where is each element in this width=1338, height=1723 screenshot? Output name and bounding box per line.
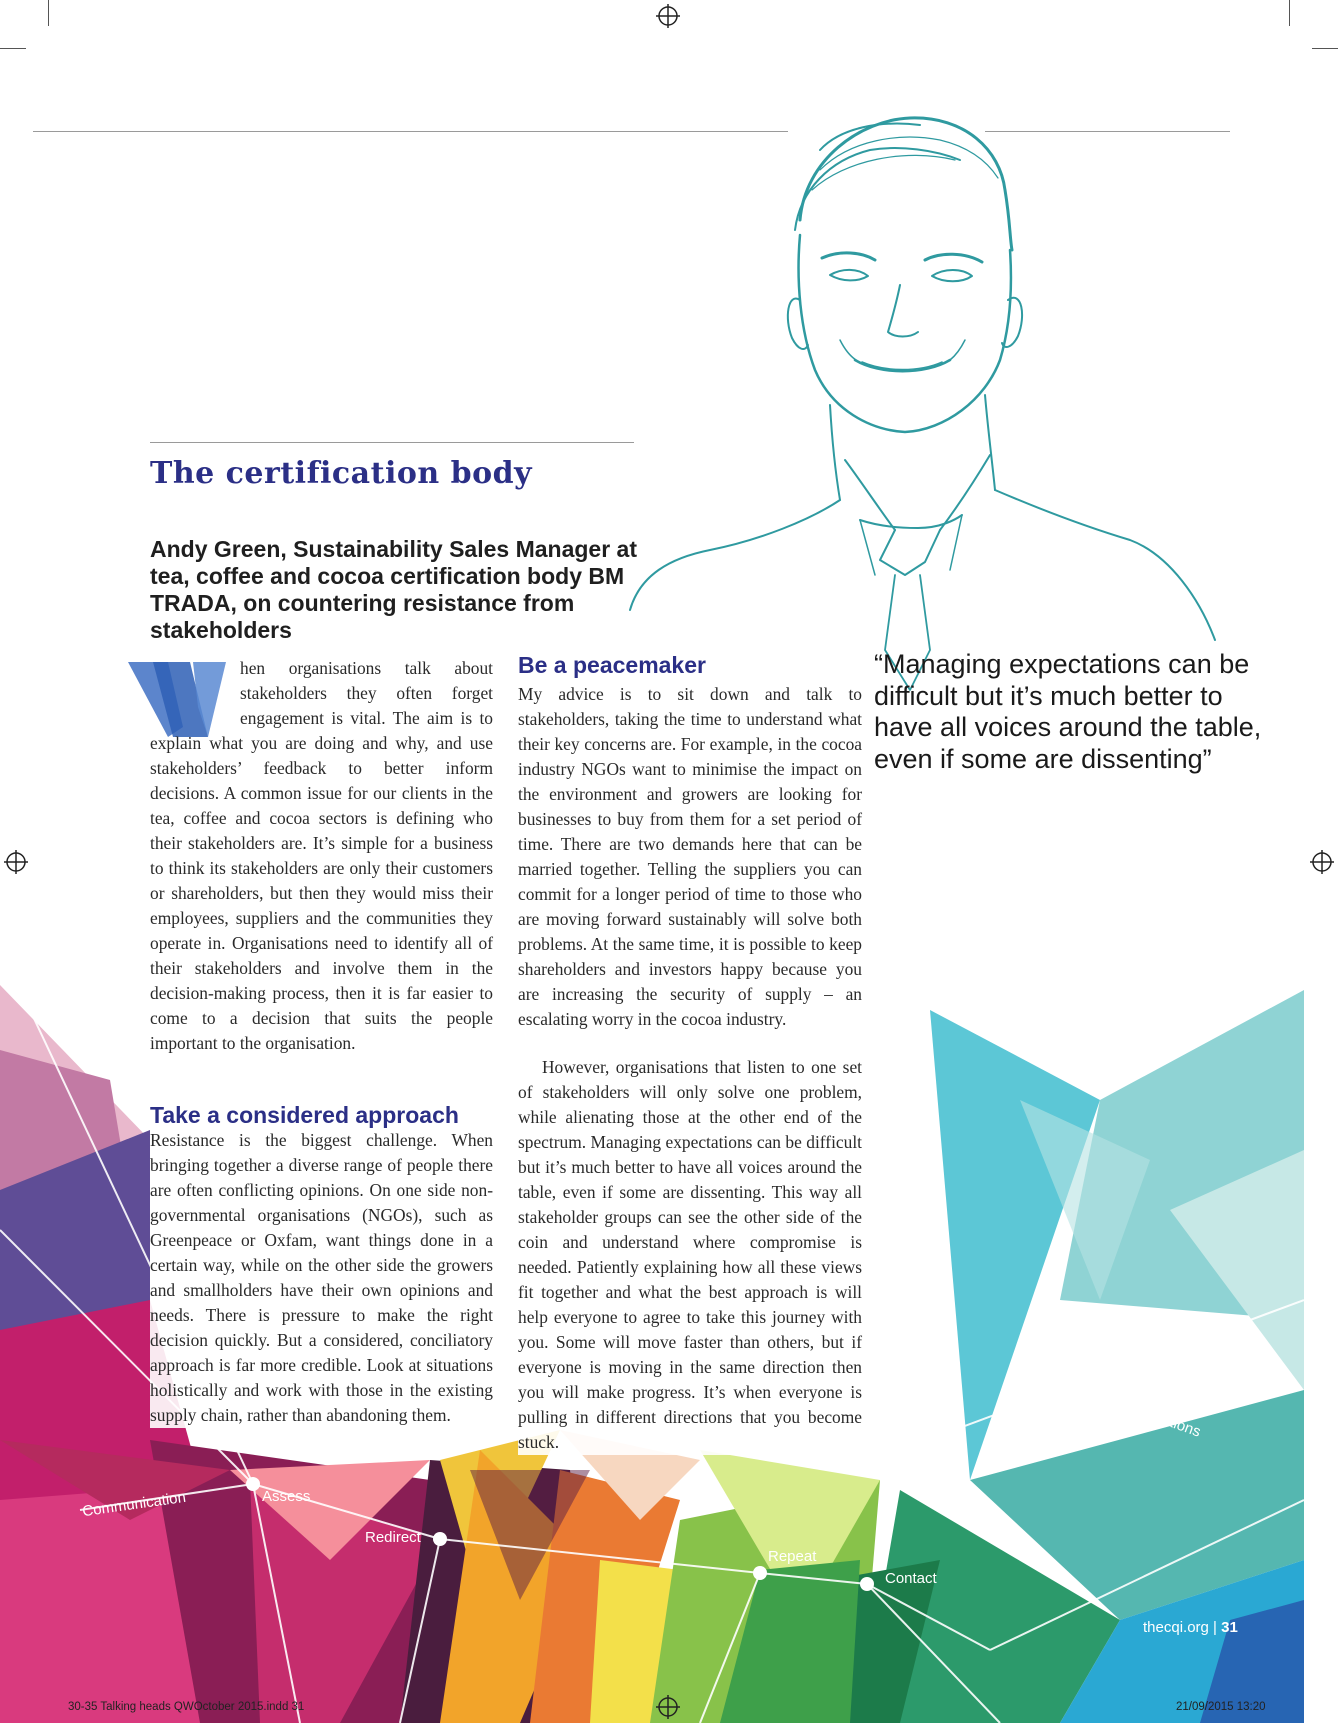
section-rule [150, 442, 634, 443]
label-contact: Contact [885, 1570, 937, 1587]
slug-left: 30-35 Talking heads QWOctober 2015.indd 31 [68, 1701, 305, 1713]
label-communication: Communication [81, 1488, 187, 1521]
paragraph-however: However, organisations that listen to one set of stakeholders will only solve one problem, while alienating those at the other end of the spectrum. Managing expectations can be difficult but it’s much better to have all voices around the table, even if some are dissenting. This way all stakeholder groups can see the other side of the coin and understand where compromise is needed. Patiently explaining how all these views fit together and what the best approach is will help everyone to agree to take this journey with you. Some will move faster than others, but if everyone is moving in the same direction then you will make progress. It’s when everyone is pulling in different directions that you become stuck. [518, 1057, 862, 1452]
crop-mark [1289, 0, 1290, 26]
body-column-2 [518, 682, 862, 1032]
top-rule-left [33, 131, 788, 132]
body-column-1 [150, 656, 493, 1056]
standfirst: Andy Green, Sustainability Sales Manager at tea, coffee and cocoa certification body BM TRADA, on countering resistance from stakeholders [150, 536, 637, 643]
body-column-1-lower [150, 1128, 493, 1428]
body-column-2-lower [518, 1055, 862, 1455]
section-title: The certification body [150, 456, 533, 491]
paragraph-resistance: Resistance is the biggest challenge. When bringing together a diverse range of people there are often conflicting opinions. On one side non-governmental organisations (NGOs), such as Greenpeace or Oxfam, want things done in a certain way, while on the other side the growers and smallholders have their own opinions and needs. There is pressure to make the right decision quickly. But a considered, conciliatory approach is far more credible. Look at situations holistically and work with those in the existing supply chain, rather than abandoning them. [150, 1130, 493, 1425]
site-name: thecqi.org [1143, 1619, 1209, 1636]
top-rule-right [985, 131, 1230, 132]
label-redirect: Redirect [365, 1529, 421, 1546]
crop-mark [48, 0, 49, 26]
folio-separator: | [1213, 1619, 1217, 1636]
crop-mark [1312, 48, 1338, 49]
page-number: 31 [1221, 1619, 1238, 1636]
label-managing-expectations: Managing expectations [1052, 1372, 1203, 1441]
paragraph-advice: My advice is to sit down and talk to stakeholders, taking the time to understand what their key concerns are. For example, in the cocoa industry NGOs want to minimise the impact on the environment and growers are looking for businesses to buy from them for a set period of time. There are two demands here that can be married together. Telling the suppliers you can commit for a longer period of time to those who are moving forward sustainably will solve both problems. At the same time, it is possible to keep shareholders and investors happy because you are increasing the security of supply – an escalating worry in the cocoa industry. [518, 684, 862, 1029]
pull-quote: “Managing expectations can be difficult but it’s much better to have all voices around the table, even if some are dissenting” [874, 649, 1262, 774]
subheading-considered-approach: Take a considered approach [150, 1102, 459, 1128]
portrait-sketch [630, 118, 1215, 690]
page-folio [1143, 1619, 1238, 1636]
paragraph-intro: hen organisations talk about stakeholders they often forget engagement is vital. The aim is to explain what you are doing and why, and use stakeholders’ feedback to better inform decisions. A common issue for our clients in the tea, coffee and cocoa sectors is defining who their stakeholders are. It’s simple for a business to think its stakeholders are only their customers or shareholders, but then they would miss their employees, suppliers and the communities they operate in. Organisations need to identify all of their stakeholders and involve them in the decision-making process, then it is far easier to come to a decision that suits the people important to the organisation. [150, 658, 493, 1053]
label-repeat: Repeat [768, 1548, 817, 1565]
crop-mark [0, 48, 26, 49]
subheading-peacemaker: Be a peacemaker [518, 652, 706, 678]
slug-right: 21/09/2015 13:20 [1176, 1701, 1266, 1713]
dropcap-space [150, 660, 230, 726]
label-assess: Assess [262, 1488, 311, 1505]
